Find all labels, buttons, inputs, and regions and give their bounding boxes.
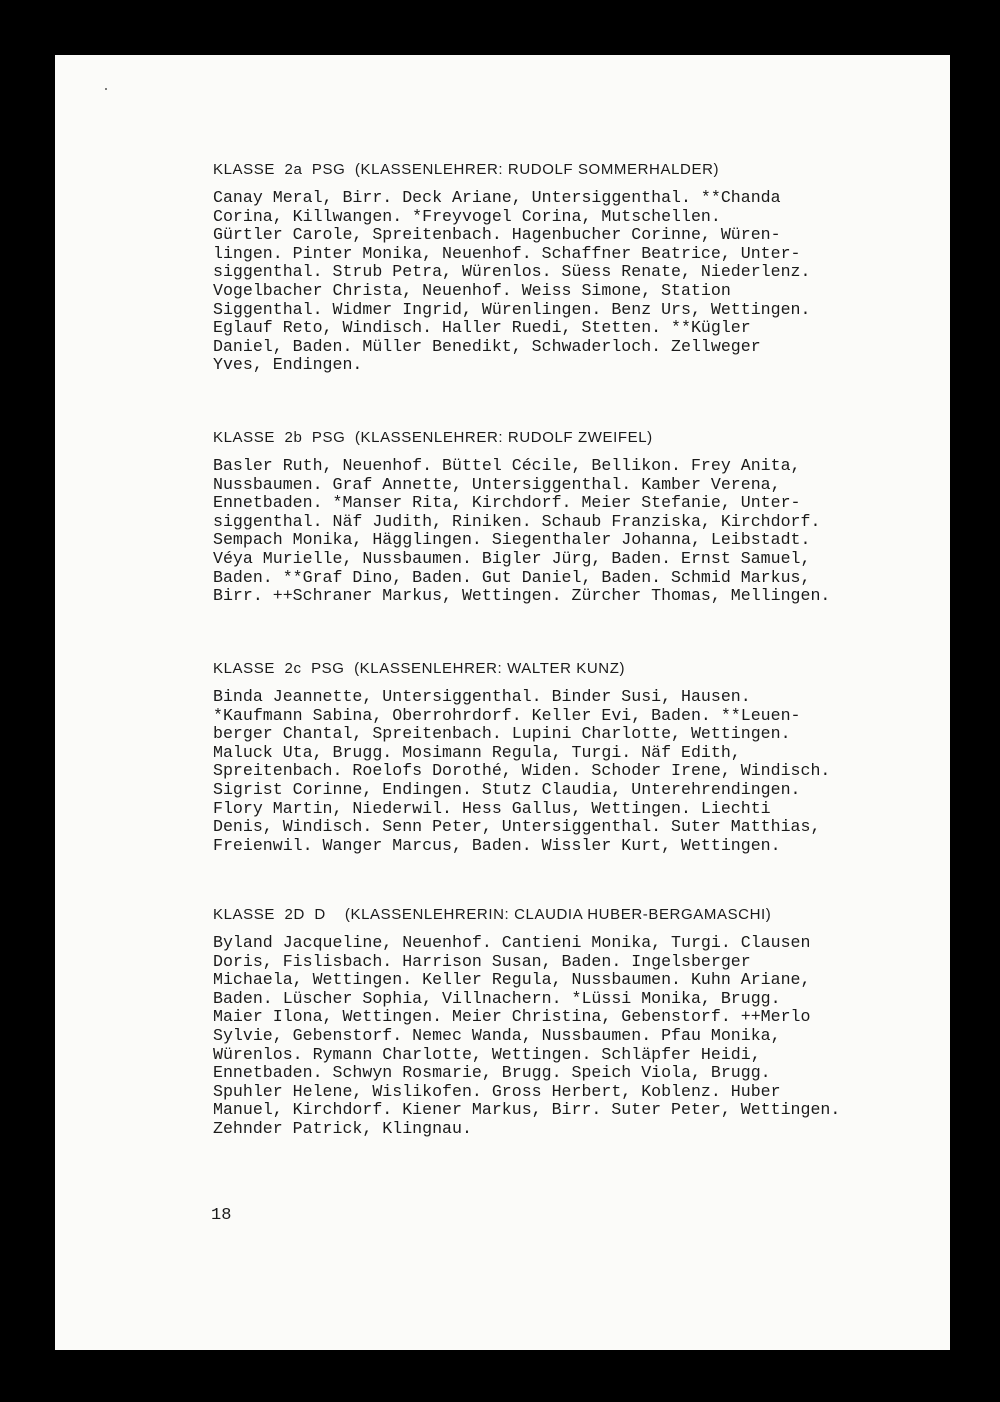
text-line: berger Chantal, Spreitenbach. Lupini Charlotte, Wettingen. — [213, 724, 791, 744]
text-line: Flory Martin, Niederwil. Hess Gallus, Wettingen. Liechti — [213, 798, 771, 818]
text-line: siggenthal. Näf Judith, Riniken. Schaub Franziska, Kirchdorf. — [213, 511, 821, 531]
text-line: lingen. Pinter Monika, Neuenhof. Schaffner Beatrice, Unter- — [213, 243, 801, 263]
text-line: *Kaufmann Sabina, Oberrohrdorf. Keller Evi, Baden. **Leuen- — [213, 705, 801, 725]
text-line: Birr. ++Schraner Markus, Wettingen. Zürcher Thomas, Mellingen. — [213, 586, 831, 606]
text-line: Vogelbacher Christa, Neuenhof. Weiss Simone, Station — [213, 280, 731, 300]
text-line: Byland Jacqueline, Neuenhof. Cantieni Monika, Turgi. Clausen — [213, 933, 811, 952]
text-line: Würenlos. Rymann Charlotte, Wettingen. Schläpfer Heidi, — [213, 1044, 761, 1064]
text-line: Sigrist Corinne, Endingen. Stutz Claudia, Unterehrendingen. — [213, 779, 801, 799]
text-line: Doris, Fislisbach. Harrison Susan, Baden. Ingelsberger — [213, 951, 751, 971]
text-line: Denis, Windisch. Senn Peter, Untersiggenthal. Suter Matthias, — [213, 817, 821, 837]
student-list — [213, 688, 943, 855]
text-line: Baden. **Graf Dino, Baden. Gut Daniel, Baden. Schmid Markus, — [213, 567, 811, 587]
text-line: Corina, Killwangen. *Freyvogel Corina, Mutschellen. — [213, 206, 721, 226]
text-line: Maier Ilona, Wettingen. Meier Christina, Gebenstorf. ++Merlo — [213, 1007, 811, 1027]
class-2d-section — [213, 905, 943, 1139]
text-line: Basler Ruth, Neuenhof. Büttel Cécile, Bellikon. Frey Anita, — [213, 456, 801, 475]
text-line: Eglauf Reto, Windisch. Haller Ruedi, Stetten. **Kügler — [213, 318, 751, 338]
text-line: Sempach Monika, Hägglingen. Siegenthaler Johanna, Leibstadt. — [213, 530, 811, 550]
text-line: Daniel, Baden. Müller Benedikt, Schwaderloch. Zellweger — [213, 336, 761, 356]
class-2a-section — [213, 160, 943, 375]
student-list — [213, 189, 943, 375]
text-line: Sylvie, Gebenstorf. Nemec Wanda, Nussbaumen. Pfau Monika, — [213, 1025, 781, 1045]
text-line: Véya Murielle, Nussbaumen. Bigler Jürg, Baden. Ernst Samuel, — [213, 548, 811, 568]
paper-speck — [105, 88, 107, 90]
class-2b-section — [213, 428, 943, 606]
text-line: Ennetbaden. *Manser Rita, Kirchdorf. Meier Stefanie, Unter- — [213, 493, 801, 513]
text-line: Maluck Uta, Brugg. Mosimann Regula, Turgi. Näf Edith, — [213, 742, 741, 762]
text-line: Gürtler Carole, Spreitenbach. Hagenbucher Corinne, Würen- — [213, 225, 781, 245]
page-number: 18 — [211, 1206, 232, 1225]
text-line: siggenthal. Strub Petra, Würenlos. Süess Renate, Niederlenz. — [213, 262, 811, 282]
text-line: Freienwil. Wanger Marcus, Baden. Wissler Kurt, Wettingen. — [213, 835, 781, 855]
text-line: Manuel, Kirchdorf. Kiener Markus, Birr. Suter Peter, Wettingen. — [213, 1100, 841, 1120]
document-page — [55, 55, 950, 1350]
student-list — [213, 457, 943, 606]
section-heading: KLASSE 2b PSG (KLASSENLEHRER: RUDOLF ZWEIFEL) — [213, 429, 653, 446]
text-line: Zehnder Patrick, Klingnau. — [213, 1118, 472, 1138]
text-line: Binda Jeannette, Untersiggenthal. Binder Susi, Hausen. — [213, 687, 751, 706]
text-line: Michaela, Wettingen. Keller Regula, Nussbaumen. Kuhn Ariane, — [213, 970, 811, 990]
class-2c-section — [213, 659, 943, 855]
text-line: Nussbaumen. Graf Annette, Untersiggenthal. Kamber Verena, — [213, 474, 781, 494]
text-line: Spreitenbach. Roelofs Dorothé, Widen. Schoder Irene, Windisch. — [213, 761, 831, 781]
student-list — [213, 934, 943, 1139]
text-line: Baden. Lüscher Sophia, Villnachern. *Lüssi Monika, Brugg. — [213, 988, 781, 1008]
text-line: Canay Meral, Birr. Deck Ariane, Untersiggenthal. **Chanda — [213, 188, 781, 207]
text-line: Yves, Endingen. — [213, 355, 363, 375]
section-heading: KLASSE 2c PSG (KLASSENLEHRER: WALTER KUNZ) — [213, 660, 626, 677]
text-line: Siggenthal. Widmer Ingrid, Würenlingen. Benz Urs, Wettingen. — [213, 299, 811, 319]
text-line: Ennetbaden. Schwyn Rosmarie, Brugg. Speich Viola, Brugg. — [213, 1063, 771, 1083]
text-line: Spuhler Helene, Wislikofen. Gross Herbert, Koblenz. Huber — [213, 1081, 781, 1101]
section-heading: KLASSE 2a PSG (KLASSENLEHRER: RUDOLF SOMMERHALDER) — [213, 161, 720, 178]
section-heading: KLASSE 2D D (KLASSENLEHRERIN: CLAUDIA HUBER-BERGAMASCHI) — [213, 906, 772, 923]
